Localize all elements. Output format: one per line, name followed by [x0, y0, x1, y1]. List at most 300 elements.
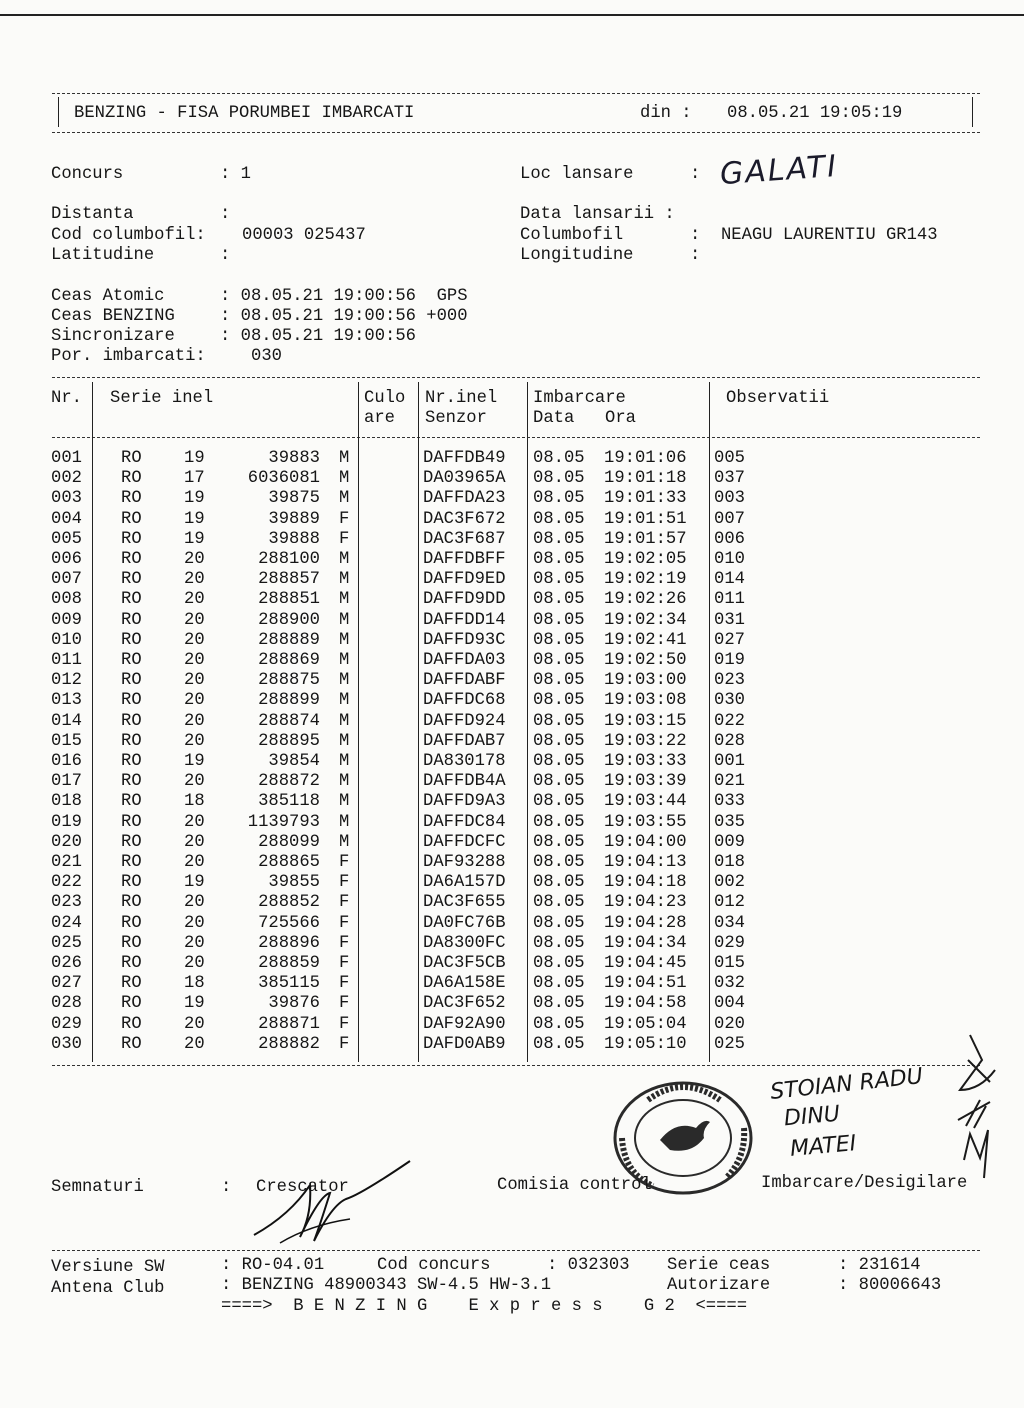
row-number: 007 [51, 570, 82, 590]
sensor-id: DAFFDBFF [423, 550, 506, 569]
ring-country: RO [121, 832, 142, 852]
table-row [0, 833, 1024, 853]
row-number: 021 [51, 853, 82, 872]
autorizare-value: : 80006643 [838, 1276, 942, 1295]
sex: M [339, 772, 350, 792]
row-number: 027 [51, 974, 82, 994]
observation: 032 [714, 974, 745, 994]
row-number: 018 [51, 792, 82, 812]
sex: F [339, 1034, 350, 1054]
latitudine-value: : [220, 246, 231, 265]
sensor-id: DAFFDABF [423, 671, 506, 691]
ring-number: 725566 [258, 913, 320, 933]
concurs-label: Concurs [51, 165, 124, 184]
sex: F [339, 954, 350, 973]
row-number: 011 [51, 651, 82, 670]
row-number: 006 [51, 550, 82, 569]
ring-country: RO [121, 812, 142, 832]
ceas-atomic-label: Ceas Atomic [51, 287, 165, 306]
row-number: 017 [51, 772, 82, 792]
observation: 004 [714, 994, 745, 1014]
pigeon-table-body [0, 449, 1024, 1059]
sensor-id: DAFFD9DD [423, 590, 506, 610]
observation: 010 [714, 550, 745, 569]
embark-date: 08.05 [533, 509, 585, 529]
table-row [0, 1015, 1024, 1035]
ring-number: 6036081 [247, 469, 320, 489]
ring-country: RO [121, 529, 142, 549]
sensor-id: DA830178 [423, 752, 506, 771]
sensor-id: DAFFD9ED [423, 570, 506, 590]
ring-year: 20 [184, 853, 205, 872]
sex: M [339, 812, 350, 832]
ring-number: 39883 [268, 449, 320, 468]
embark-date: 08.05 [533, 853, 585, 872]
ring-year: 20 [184, 1014, 205, 1034]
observation: 012 [714, 893, 745, 913]
sex: M [339, 651, 350, 670]
crescator-signature-icon [250, 1155, 420, 1250]
table-row [0, 570, 1024, 590]
table-header-rule [52, 437, 980, 438]
ring-number: 288895 [258, 731, 320, 751]
table-row [0, 449, 1024, 469]
longitudine-value: : [690, 246, 701, 265]
ring-year: 20 [184, 610, 205, 630]
observation: 025 [714, 1034, 745, 1054]
ring-number: 385118 [258, 792, 320, 812]
table-row [0, 792, 1024, 812]
row-number: 016 [51, 752, 82, 771]
embark-time: 19:04:34 [604, 933, 687, 953]
embark-date: 08.05 [533, 529, 585, 549]
observation: 033 [714, 792, 745, 812]
embark-time: 19:03:33 [604, 752, 687, 771]
th-senzor: Senzor [425, 409, 487, 428]
observation: 034 [714, 913, 745, 933]
ring-number: 288874 [258, 711, 320, 731]
sincronizare-value: : 08.05.21 19:00:56 [220, 327, 416, 346]
handwritten-name-2: DINU [783, 1101, 841, 1132]
observation: 009 [714, 832, 745, 852]
sensor-id: DAFFDB49 [423, 449, 506, 468]
ring-year: 19 [184, 752, 205, 771]
crescator-label: Crescator [256, 1178, 349, 1197]
footer-rule [52, 1250, 980, 1251]
page-top-edge [0, 0, 1024, 16]
sex: M [339, 550, 350, 569]
commission-signatures-icon [930, 1030, 1010, 1180]
brand-line: ====> B E N Z I N G E x p r e s s G 2 <==== [221, 1297, 748, 1316]
versiune-label: Versiune SW [51, 1258, 165, 1277]
ring-year: 20 [184, 772, 205, 792]
observation: 020 [714, 1014, 745, 1034]
serie-ceas-label: Serie ceas [667, 1256, 771, 1275]
observation: 029 [714, 933, 745, 953]
ring-year: 19 [184, 449, 205, 468]
row-number: 029 [51, 1014, 82, 1034]
ring-number: 39876 [268, 994, 320, 1014]
sensor-id: DA03965A [423, 469, 506, 489]
embark-time: 19:04:13 [604, 853, 687, 872]
embark-time: 19:02:34 [604, 610, 687, 630]
ring-number: 385115 [258, 974, 320, 994]
table-row [0, 510, 1024, 530]
sex: M [339, 752, 350, 771]
sex: M [339, 449, 350, 468]
embark-date: 08.05 [533, 873, 585, 893]
sex: M [339, 610, 350, 630]
observation: 021 [714, 772, 745, 792]
observation: 007 [714, 509, 745, 529]
distanta-value: : [220, 205, 231, 224]
th-imbarcare: Imbarcare [533, 389, 626, 408]
row-number: 002 [51, 469, 82, 489]
handwritten-name-1: STOIAN RADU [769, 1064, 924, 1105]
sensor-id: DAC3F652 [423, 994, 506, 1014]
ring-year: 20 [184, 691, 205, 711]
header-right-border [972, 97, 973, 127]
sensor-id: DAC3F672 [423, 509, 506, 529]
observation: 031 [714, 610, 745, 630]
sensor-id: DA8300FC [423, 933, 506, 953]
th-are: are [364, 409, 395, 428]
sensor-id: DAF92A90 [423, 1014, 506, 1034]
embark-date: 08.05 [533, 691, 585, 711]
ring-number: 288859 [258, 954, 320, 973]
embark-date: 08.05 [533, 1034, 585, 1054]
sensor-id: DAFFD924 [423, 711, 506, 731]
ring-country: RO [121, 509, 142, 529]
ring-country: RO [121, 994, 142, 1014]
th-nr-inel: Nr.inel [425, 389, 498, 408]
ring-country: RO [121, 853, 142, 872]
ring-number: 288900 [258, 610, 320, 630]
cod-columbofil-label: Cod columbofil: [51, 226, 206, 245]
table-row [0, 752, 1024, 772]
row-number: 015 [51, 731, 82, 751]
sensor-id: DAFFDA03 [423, 651, 506, 670]
ring-year: 20 [184, 913, 205, 933]
din-label: din : [640, 104, 692, 123]
ring-number: 288875 [258, 671, 320, 691]
ring-year: 20 [184, 954, 205, 973]
row-number: 012 [51, 671, 82, 691]
ring-country: RO [121, 711, 142, 731]
embark-time: 19:04:18 [604, 873, 687, 893]
embark-date: 08.05 [533, 590, 585, 610]
sensor-id: DAFFDB4A [423, 772, 506, 792]
sensor-id: DAC3F5CB [423, 954, 506, 973]
ring-number: 1139793 [247, 812, 320, 832]
ring-year: 20 [184, 731, 205, 751]
table-top-rule [52, 377, 980, 378]
sensor-id: DAC3F687 [423, 529, 506, 549]
document-title: BENZING - FISA PORUMBEI IMBARCATI [74, 104, 415, 123]
embark-date: 08.05 [533, 933, 585, 953]
embark-date: 08.05 [533, 651, 585, 670]
ring-year: 19 [184, 994, 205, 1014]
embark-time: 19:05:10 [604, 1034, 687, 1054]
columbofil-label: Columbofil [520, 226, 624, 245]
embark-date: 08.05 [533, 671, 585, 691]
sensor-id: DAFFD93C [423, 630, 506, 650]
embark-date: 08.05 [533, 954, 585, 973]
sex: F [339, 529, 350, 549]
ring-number: 288865 [258, 853, 320, 872]
versiune-value: : RO-04.01 [221, 1256, 325, 1275]
embark-date: 08.05 [533, 489, 585, 509]
th-observatii: Observatii [726, 389, 830, 408]
ceas-benzing-value: : 08.05.21 19:00:56 +000 [220, 307, 468, 326]
sensor-id: DAC3F655 [423, 893, 506, 913]
ring-year: 20 [184, 671, 205, 691]
ring-year: 20 [184, 651, 205, 670]
embark-date: 08.05 [533, 1014, 585, 1034]
table-row [0, 489, 1024, 509]
ring-number: 288889 [258, 630, 320, 650]
embark-date: 08.05 [533, 812, 585, 832]
ring-year: 20 [184, 1034, 205, 1054]
embark-date: 08.05 [533, 630, 585, 650]
por-imbarcati-label: Por. imbarcati: [51, 347, 206, 366]
embark-time: 19:04:51 [604, 974, 687, 994]
sex: F [339, 873, 350, 893]
sex: M [339, 570, 350, 590]
embark-time: 19:03:08 [604, 691, 687, 711]
ring-year: 20 [184, 711, 205, 731]
table-row [0, 813, 1024, 833]
ring-number: 288852 [258, 893, 320, 913]
observation: 014 [714, 570, 745, 590]
table-row [0, 651, 1024, 671]
ring-country: RO [121, 954, 142, 973]
sensor-id: DAFFDAB7 [423, 731, 506, 751]
row-number: 023 [51, 893, 82, 913]
table-row [0, 974, 1024, 994]
ring-country: RO [121, 731, 142, 751]
ring-year: 19 [184, 529, 205, 549]
sex: M [339, 792, 350, 812]
embark-time: 19:02:05 [604, 550, 687, 569]
table-row [0, 550, 1024, 570]
antena-value: : BENZING 48900343 SW-4.5 HW-3.1 [221, 1276, 552, 1295]
observation: 018 [714, 853, 745, 872]
table-row [0, 469, 1024, 489]
header-left-border [58, 97, 59, 127]
ring-country: RO [121, 590, 142, 610]
table-bottom-rule [52, 1065, 980, 1066]
table-row [0, 853, 1024, 873]
table-row [0, 873, 1024, 893]
ring-country: RO [121, 893, 142, 913]
ring-number: 39855 [268, 873, 320, 893]
embark-date: 08.05 [533, 731, 585, 751]
cod-columbofil-value: 00003 025437 [242, 226, 366, 245]
ring-country: RO [121, 610, 142, 630]
sensor-id: DAFFDA23 [423, 489, 506, 509]
row-number: 019 [51, 812, 82, 832]
table-row [0, 954, 1024, 974]
row-number: 024 [51, 913, 82, 933]
observation: 011 [714, 590, 745, 610]
ring-year: 20 [184, 570, 205, 590]
din-value: 08.05.21 19:05:19 [727, 104, 903, 123]
sensor-id: DAFFDCFC [423, 832, 506, 852]
sex: F [339, 933, 350, 953]
embark-time: 19:05:04 [604, 1014, 687, 1034]
ring-number: 39889 [268, 509, 320, 529]
table-row [0, 712, 1024, 732]
semnaturi-sep: : [221, 1178, 232, 1197]
observation: 037 [714, 469, 745, 489]
embark-time: 19:04:45 [604, 954, 687, 973]
table-row [0, 611, 1024, 631]
th-nr: Nr. [51, 389, 82, 408]
sincronizare-label: Sincronizare [51, 327, 175, 346]
row-number: 022 [51, 873, 82, 893]
embark-time: 19:03:15 [604, 711, 687, 731]
table-row [0, 772, 1024, 792]
row-number: 010 [51, 630, 82, 650]
sex: M [339, 630, 350, 650]
table-row [0, 732, 1024, 752]
row-number: 004 [51, 509, 82, 529]
row-number: 014 [51, 711, 82, 731]
th-ora: Ora [605, 409, 636, 428]
ring-year: 19 [184, 873, 205, 893]
sex: M [339, 671, 350, 691]
embark-time: 19:04:00 [604, 832, 687, 852]
sensor-id: DAFFDC84 [423, 812, 506, 832]
data-lansarii-label: Data lansarii : [520, 205, 675, 224]
ring-country: RO [121, 489, 142, 509]
ring-year: 20 [184, 812, 205, 832]
ring-country: RO [121, 752, 142, 771]
embark-time: 19:04:58 [604, 994, 687, 1014]
observation: 001 [714, 752, 745, 771]
embark-date: 08.05 [533, 772, 585, 792]
ring-year: 20 [184, 590, 205, 610]
sex: F [339, 1014, 350, 1034]
loc-lansare-label: Loc lansare [520, 165, 634, 184]
embark-date: 08.05 [533, 711, 585, 731]
embark-time: 19:03:44 [604, 792, 687, 812]
row-number: 005 [51, 529, 82, 549]
sex: F [339, 994, 350, 1014]
loc-lansare-sep: : [690, 165, 701, 184]
th-serie-inel: Serie inel [110, 389, 214, 408]
sex: F [339, 893, 350, 913]
embark-date: 08.05 [533, 994, 585, 1014]
ring-year: 17 [184, 469, 205, 489]
ring-country: RO [121, 933, 142, 953]
ring-number: 39888 [268, 529, 320, 549]
observation: 006 [714, 529, 745, 549]
embark-date: 08.05 [533, 570, 585, 590]
ring-number: 288896 [258, 933, 320, 953]
ring-country: RO [121, 449, 142, 468]
embark-date: 08.05 [533, 974, 585, 994]
concurs-value: : 1 [220, 165, 251, 184]
latitudine-label: Latitudine [51, 246, 155, 265]
row-number: 026 [51, 954, 82, 973]
sex: M [339, 489, 350, 509]
ring-number: 288851 [258, 590, 320, 610]
sensor-id: DAFFDC68 [423, 691, 506, 711]
table-row [0, 671, 1024, 691]
embark-time: 19:02:50 [604, 651, 687, 670]
ceas-benzing-label: Ceas BENZING [51, 307, 175, 326]
observation: 022 [714, 711, 745, 731]
embark-time: 19:02:19 [604, 570, 687, 590]
embark-date: 08.05 [533, 752, 585, 771]
sensor-id: DA6A157D [423, 873, 506, 893]
ring-number: 288872 [258, 772, 320, 792]
cod-concurs-value: : 032303 [547, 1256, 630, 1275]
embark-time: 19:03:00 [604, 671, 687, 691]
ring-year: 20 [184, 550, 205, 569]
observation: 003 [714, 489, 745, 509]
row-number: 013 [51, 691, 82, 711]
sensor-id: DAFD0AB9 [423, 1034, 506, 1054]
ring-number: 288871 [258, 1014, 320, 1034]
row-number: 001 [51, 449, 82, 468]
observation: 002 [714, 873, 745, 893]
sex: F [339, 509, 350, 529]
embark-time: 19:01:06 [604, 449, 687, 468]
ring-country: RO [121, 1034, 142, 1054]
row-number: 003 [51, 489, 82, 509]
imbarcare-desigilare-label: Imbarcare/Desigilare [761, 1174, 968, 1193]
serie-ceas-value: : 231614 [838, 1256, 921, 1275]
embark-date: 08.05 [533, 469, 585, 489]
ring-year: 19 [184, 489, 205, 509]
embark-date: 08.05 [533, 610, 585, 630]
row-number: 008 [51, 590, 82, 610]
ring-country: RO [121, 630, 142, 650]
table-row [0, 893, 1024, 913]
sex: M [339, 731, 350, 751]
observation: 019 [714, 651, 745, 670]
observation: 028 [714, 731, 745, 751]
loc-lansare-handwritten: GALATI [718, 148, 840, 193]
sex: F [339, 913, 350, 933]
ring-year: 20 [184, 630, 205, 650]
ring-number: 288869 [258, 651, 320, 670]
ring-number: 39854 [268, 752, 320, 771]
embark-date: 08.05 [533, 449, 585, 468]
ring-year: 19 [184, 509, 205, 529]
ring-country: RO [121, 651, 142, 670]
sex: F [339, 853, 350, 872]
row-number: 009 [51, 610, 82, 630]
th-culo: Culo [364, 389, 406, 408]
embark-date: 08.05 [533, 792, 585, 812]
ring-country: RO [121, 772, 142, 792]
antena-label: Antena Club [51, 1279, 165, 1298]
sex: M [339, 469, 350, 489]
columbofil-value: : NEAGU LAURENTIU GR143 [690, 226, 938, 245]
ring-country: RO [121, 550, 142, 569]
ring-year: 20 [184, 893, 205, 913]
table-row [0, 914, 1024, 934]
embark-time: 19:04:28 [604, 913, 687, 933]
table-row [0, 934, 1024, 954]
observation: 027 [714, 630, 745, 650]
semnaturi-label: Semnaturi [51, 1178, 144, 1197]
ring-number: 288899 [258, 691, 320, 711]
